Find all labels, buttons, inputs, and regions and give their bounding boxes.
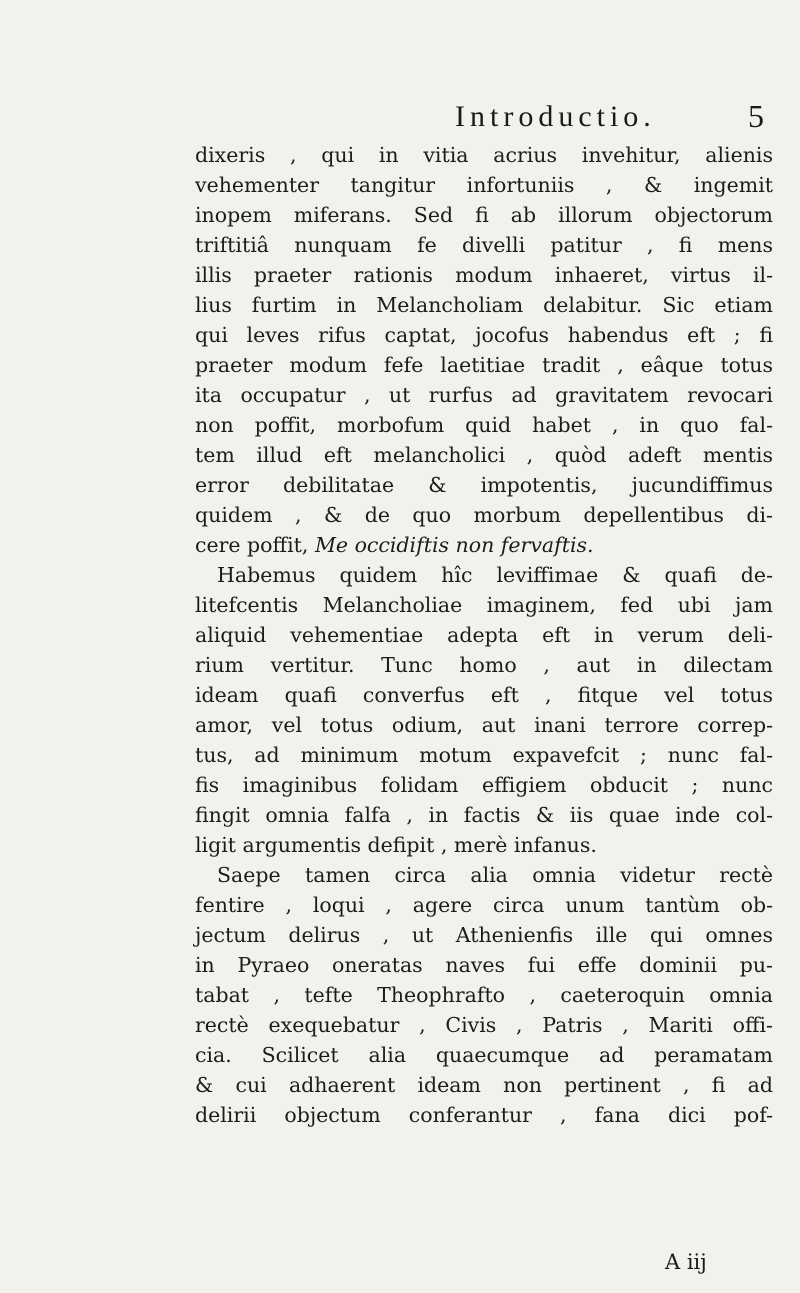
text-line: praeter modum fefe laetitiae tradit , eâque totus: [195, 353, 773, 377]
text-line: fingit omnia falfa , in factis & iis quae inde col-: [195, 803, 773, 827]
text-line: delirii objectum conferantur , fana dici pof-: [195, 1103, 773, 1127]
text-line: ita occupatur , ut rurfus ad gravitatem revocari: [195, 383, 773, 407]
text-line: lius furtim in Melancholiam delabitur. Sic etiam: [195, 293, 773, 317]
text-line-with-quote: [195, 530, 773, 560]
text-line: vehementer tangitur infortuniis , & ingemit: [195, 173, 773, 197]
italic-quote: Me occidiftis non fervaftis.: [314, 533, 594, 557]
text-line: rium vertitur. Tunc homo , aut in dilectam: [195, 653, 773, 677]
text-line: fentire , loqui , agere circa unum tantùm ob-: [195, 893, 773, 917]
text-line: cia. Scilicet alia quaecumque ad peramatam: [195, 1043, 773, 1067]
text-line: error debilitatae & impotentis, jucundiffimus: [195, 473, 773, 497]
text-line: litefcentis Melancholiae imaginem, fed ubi jam: [195, 593, 773, 617]
text-line: fis imaginibus folidam effigiem obducit ; nunc: [195, 773, 773, 797]
text-line: aliquid vehementiae adepta eft in verum deli-: [195, 623, 773, 647]
text-line: tus, ad minimum motum expavefcit ; nunc fal-: [195, 743, 773, 767]
text-line: quidem , & de quo morbum depellentibus di-: [195, 503, 773, 527]
text-line: ideam quafi converfus eft , fitque vel totus: [195, 683, 773, 707]
text-line: in Pyraeo oneratas naves fui effe dominii pu-: [195, 953, 773, 977]
text-line: triftitiâ nunquam fe divelli patitur , fi mens: [195, 233, 773, 257]
running-title: [455, 100, 656, 134]
paragraph-first-line: Habemus quidem hîc leviffimae & quafi de-: [217, 563, 773, 587]
paragraph-first-line: Saepe tamen circa alia omnia videtur rectè: [217, 863, 773, 887]
text-line: dixeris , qui in vitia acrius invehitur, alienis: [195, 143, 773, 167]
text-line: tem illud eft melancholici , quòd adeft mentis: [195, 443, 773, 467]
text-line-start: cere poffit,: [195, 533, 309, 557]
text-line: tabat , tefte Theophrafto , caeteroquin omnia: [195, 983, 773, 1007]
text-line: amor, vel totus odium, aut inani terrore correp-: [195, 713, 773, 737]
text-line: rectè exequebatur , Civis , Patris , Mariti offi-: [195, 1013, 773, 1037]
text-line: inopem miferans. Sed fi ab illorum objectorum: [195, 203, 773, 227]
page-number: 5: [748, 98, 764, 134]
text-line: ligit argumentis defipit , merè infanus.: [195, 833, 597, 857]
text-line: non poffit, morbofum quid habet , in quo fal-: [195, 413, 773, 437]
text-line: qui leves rifus captat, jocofus habendus eft ; fi: [195, 323, 773, 347]
text-line: & cui adhaerent ideam non pertinent , fi ad: [195, 1073, 773, 1097]
body-text: [195, 140, 773, 1130]
signature-mark: A iij: [665, 1250, 707, 1274]
text-line: illis praeter rationis modum inhaeret, virtus il-: [195, 263, 773, 287]
running-title-text: Introductio.: [455, 100, 656, 133]
text-line: jectum delirus , ut Athenienfis ille qui omnes: [195, 923, 773, 947]
